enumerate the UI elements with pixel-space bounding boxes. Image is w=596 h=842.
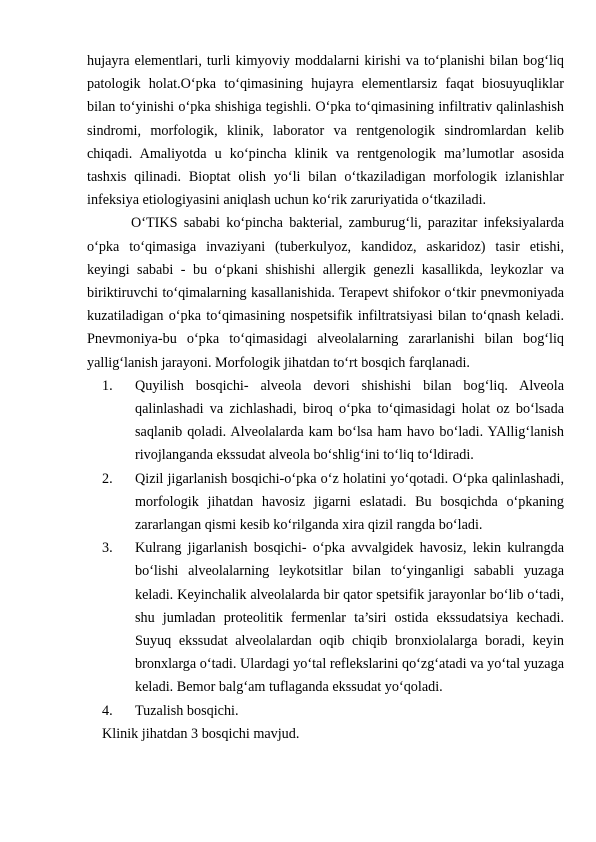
list-item-number: 2. xyxy=(102,470,113,487)
list-item-text: Quyilish bosqichi- alveola devori shishishi bilan bog‘liq. Alveola qalinlashadi va zichlashadi, biroq o‘pka to‘qimasidagi holat oz bo‘lsada saqlanib qoladi. Alveolalarda kam bo‘lsa ham havo bo‘ladi. YAllig‘lanish rivojlanganda ekssudat alveola bo‘shlig‘ini to‘liq to‘ldiradi. xyxy=(135,377,564,464)
list-item xyxy=(102,468,564,538)
closing-line: Klinik jihatdan 3 bosqichi mavjud. xyxy=(102,725,300,742)
list-item xyxy=(102,375,564,468)
list-item-text: Kulrang jigarlanish bosqichi- o‘pka avvalgidek havosiz, lekin kulrangda bo‘lishi alveolalarning leykotsitlar bilan to‘yinganligi sababli yuzaga keladi. Keyinchalik alveolalarda bir qator spetsifik jarayonlar bo‘lib o‘tadi, shu jumladan proteolitik fermenlar ta’siri ostida ekssudatsiya kechadi. Suyuq ekssudat alveolalardan oqib chiqib bronxiolalarga boradi, keyin bronxlarga o‘tadi. Ulardagi yo‘tal reflekslarini qo‘zg‘atadi va yo‘tal yuzaga keladi. Bemor balg‘am tuflaganda ekssudat yo‘qoladi. xyxy=(135,540,564,696)
otiks-paragraph: O‘TIKS sababi ko‘pincha bakterial, zamburug‘li, parazitar infeksiyalarda o‘pka to‘qimasiga invaziyani (tuberkulyoz, kandidoz, askaridoz) tasir etishi, keyingi sababi - bu o‘pkani shishishi allergik genezli kasallikda, leykozlar va biriktiruvchi to‘qimalarning kasallanishida. Terapevt shifokor o‘tkir pnevmoniyada kuzatiladigan o‘pka to‘qimasining nospetsifik infiltratsiyasi bilan to‘qnash keladi. Pnevmoniya-bu o‘pka to‘qimasidagi alveolalarning zararlanishi bilan bog‘liq yallig‘lanish jarayoni. Morfologik jihatdan to‘rt bosqich farqlanadi. xyxy=(87,215,564,371)
list-item-text: Tuzalish bosqichi. xyxy=(135,702,239,719)
intro-paragraph: hujayra elementlari, turli kimyoviy moddalarni kirishi va to‘planishi bilan bog‘liq patologik holat.O‘pka to‘qimasining hujayra elementlarsiz faqat biosuyuqliklar bilan to‘yinishi o‘pka shishiga tegishli. O‘pka to‘qimasining infiltrativ qalinlashish sindromi, morfologik, klinik, laborator va rentgenologik sindromlardan kelib chiqadi. Amaliyotda u ko‘pincha klinik va rentgenologik ma’lumotlar asosida tashxis qilinadi. Bioptat olish yo‘li bilan o‘tkaziladigan morfologik izlanishlar infeksiya etiologiyasini aniqlash uchun ko‘rik zaruriyatida o‘tkaziladi. xyxy=(87,53,564,209)
list-item xyxy=(102,537,564,699)
list-item-number: 3. xyxy=(102,540,113,557)
list-item xyxy=(102,700,564,723)
stages-list xyxy=(87,375,564,723)
list-item-text: Qizil jigarlanish bosqichi-o‘pka o‘z holatini yo‘qotadi. O‘pka qalinlashadi, morfologik jihatdan havosiz jigarni eslatadi. Bu bosqichda o‘pkaning zararlangan qismi kesib ko‘rilganda xira qizil rangda bo‘ladi. xyxy=(135,470,564,534)
list-item-number: 4. xyxy=(102,702,113,719)
list-item-number: 1. xyxy=(102,377,113,394)
